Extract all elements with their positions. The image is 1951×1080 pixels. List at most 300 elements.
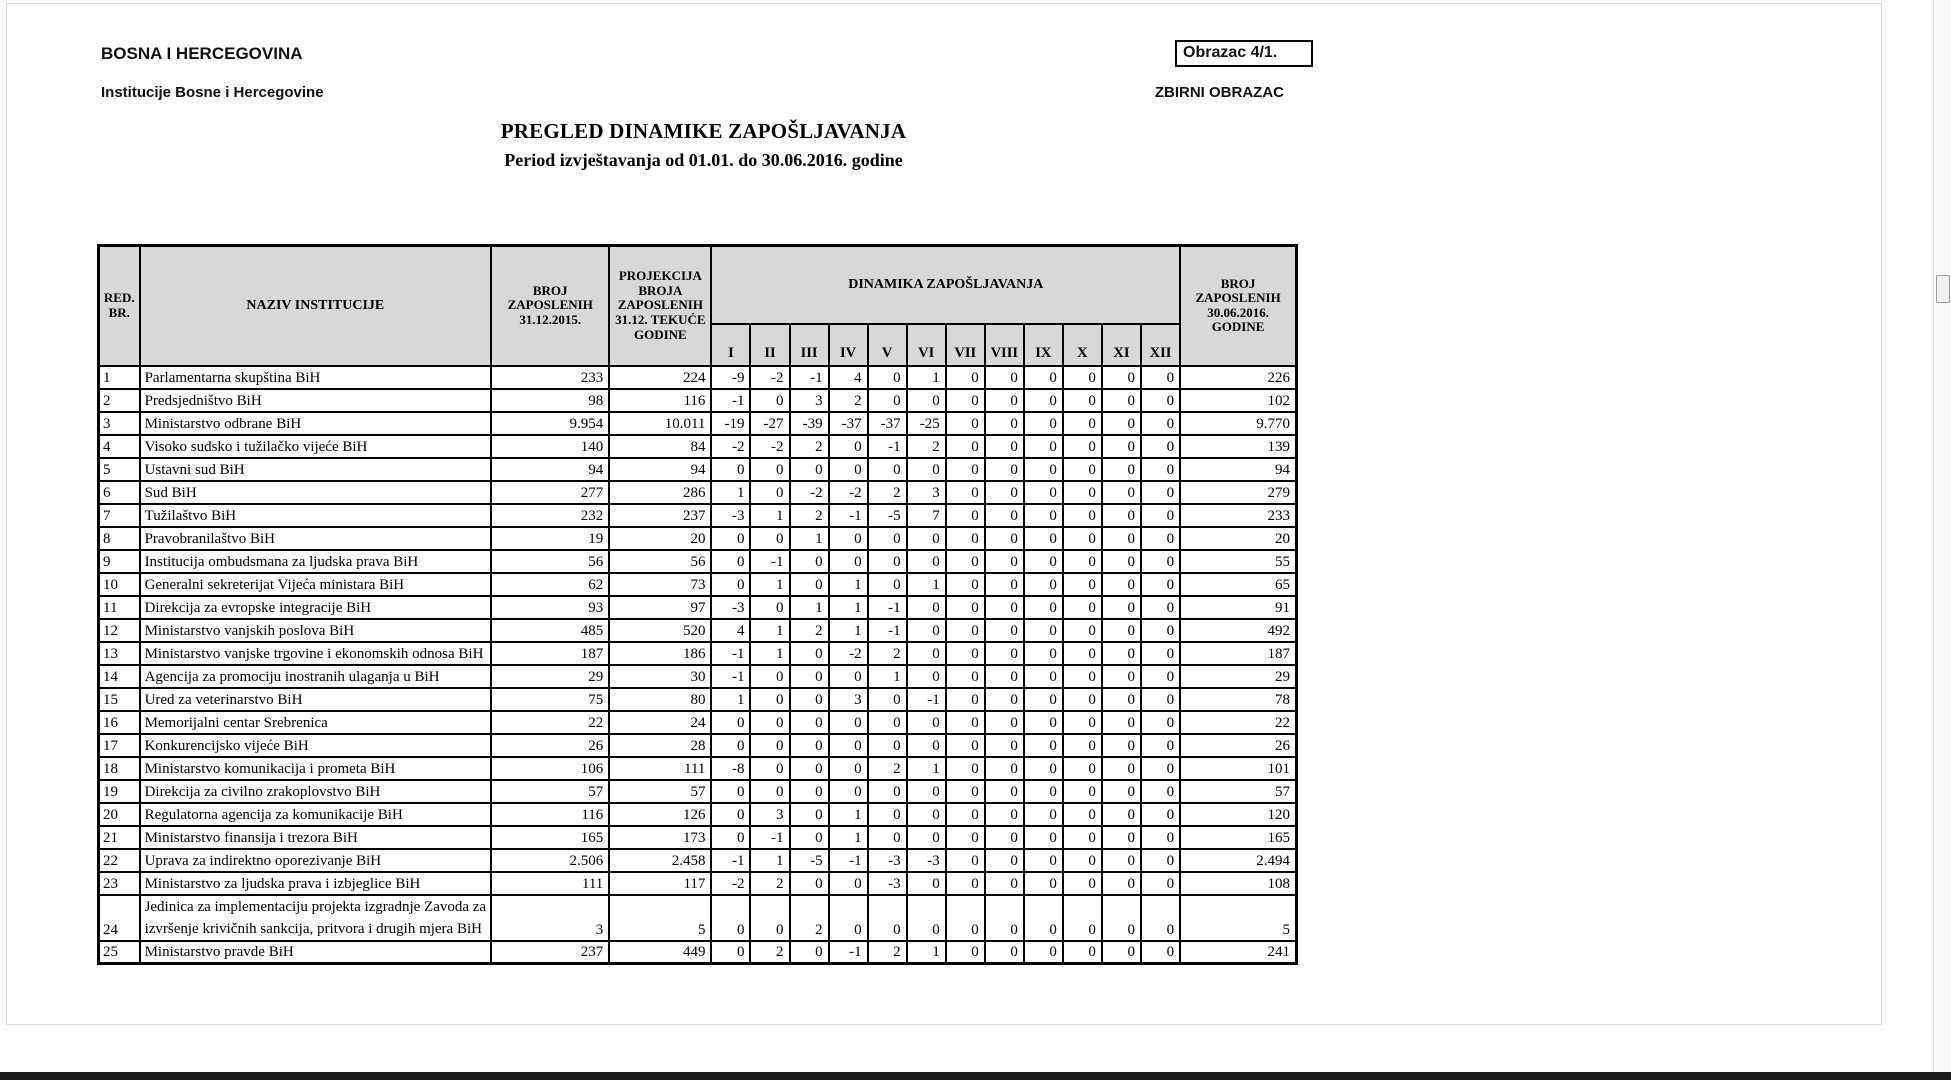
month-value-cell: 0 (1063, 803, 1102, 826)
month-value-cell: 0 (1141, 481, 1180, 504)
employed-2015-cell: 2.506 (491, 849, 609, 872)
table-body (99, 366, 1297, 964)
month-value-cell: 0 (1102, 688, 1141, 711)
month-value-cell: -39 (790, 412, 829, 435)
month-value-cell: 0 (1102, 619, 1141, 642)
month-value-cell: 1 (907, 366, 946, 389)
month-value-cell: 0 (907, 642, 946, 665)
month-value-cell: 0 (1063, 527, 1102, 550)
row-number-cell: 10 (99, 573, 140, 596)
month-value-cell: 0 (711, 780, 750, 803)
month-value-cell: 0 (1063, 366, 1102, 389)
month-value-cell: 0 (985, 481, 1024, 504)
month-value-cell: 0 (946, 734, 985, 757)
month-value-cell: 0 (1024, 366, 1063, 389)
month-value-cell: 0 (985, 780, 1024, 803)
month-value-cell: 0 (1102, 573, 1141, 596)
month-value-cell: 0 (1141, 849, 1180, 872)
month-value-cell: 2 (790, 504, 829, 527)
month-value-cell: 0 (1141, 780, 1180, 803)
month-value-cell: 0 (907, 895, 946, 941)
month-value-cell: 2 (868, 642, 907, 665)
month-value-cell: 0 (868, 734, 907, 757)
month-value-cell: 3 (790, 389, 829, 412)
employed-2015-cell: 57 (491, 780, 609, 803)
month-value-cell: 0 (985, 895, 1024, 941)
employed-2015-cell: 22 (491, 711, 609, 734)
employed-2016-cell: 29 (1180, 665, 1296, 688)
month-value-cell: 0 (946, 389, 985, 412)
month-value-cell: 0 (985, 872, 1024, 895)
month-value-cell: 0 (946, 550, 985, 573)
employed-2016-cell: 108 (1180, 872, 1296, 895)
month-value-cell: 0 (790, 872, 829, 895)
month-value-cell: 0 (907, 780, 946, 803)
month-value-cell: 0 (750, 734, 789, 757)
employed-2015-cell: 19 (491, 527, 609, 550)
month-value-cell: 0 (907, 872, 946, 895)
table-row (99, 688, 1297, 711)
month-value-cell: 0 (1024, 895, 1063, 941)
month-value-cell: 0 (1141, 550, 1180, 573)
projection-cell: 237 (609, 504, 711, 527)
table-row (99, 389, 1297, 412)
row-number-cell: 16 (99, 711, 140, 734)
month-value-cell: 0 (1024, 665, 1063, 688)
month-value-cell: 0 (790, 665, 829, 688)
projection-cell: 30 (609, 665, 711, 688)
row-number-cell: 22 (99, 849, 140, 872)
month-value-cell: -19 (711, 412, 750, 435)
month-value-cell: -1 (868, 619, 907, 642)
month-value-cell: 0 (868, 573, 907, 596)
month-value-cell: 0 (1102, 366, 1141, 389)
month-value-cell: 0 (1024, 941, 1063, 964)
month-header: XI (1102, 324, 1141, 366)
month-value-cell: 0 (790, 688, 829, 711)
month-value-cell: -1 (750, 550, 789, 573)
projection-cell: 24 (609, 711, 711, 734)
month-value-cell: 0 (1024, 435, 1063, 458)
institution-name-cell: Ured za veterinarstvo BiH (140, 688, 492, 711)
employed-2016-cell: 165 (1180, 826, 1296, 849)
month-value-cell: 0 (985, 389, 1024, 412)
month-value-cell: 0 (750, 527, 789, 550)
header-naziv: NAZIV INSTITUCIJE (140, 246, 492, 366)
projection-cell: 224 (609, 366, 711, 389)
month-value-cell: 1 (711, 481, 750, 504)
month-value-cell: 0 (946, 527, 985, 550)
month-value-cell: 0 (1024, 734, 1063, 757)
month-value-cell: 0 (1102, 596, 1141, 619)
employed-2016-cell: 241 (1180, 941, 1296, 964)
month-header: III (790, 324, 829, 366)
month-value-cell: 0 (868, 389, 907, 412)
month-value-cell: 0 (750, 711, 789, 734)
month-value-cell: 0 (1063, 826, 1102, 849)
projection-cell: 286 (609, 481, 711, 504)
employed-2016-cell: 233 (1180, 504, 1296, 527)
month-value-cell: 0 (907, 665, 946, 688)
month-value-cell: 0 (946, 895, 985, 941)
month-value-cell: 0 (1102, 412, 1141, 435)
month-value-cell: 0 (868, 458, 907, 481)
month-value-cell: 0 (1102, 504, 1141, 527)
month-value-cell: 0 (985, 435, 1024, 458)
month-value-cell: 1 (829, 619, 868, 642)
month-value-cell: 0 (790, 642, 829, 665)
month-value-cell: 0 (1102, 665, 1141, 688)
month-value-cell: 0 (946, 481, 985, 504)
month-value-cell: 0 (829, 435, 868, 458)
month-value-cell: 1 (750, 619, 789, 642)
employed-2016-cell: 102 (1180, 389, 1296, 412)
table-row (99, 527, 1297, 550)
month-value-cell: 0 (750, 688, 789, 711)
month-value-cell: 1 (790, 596, 829, 619)
projection-cell: 94 (609, 458, 711, 481)
month-value-cell: 0 (1024, 849, 1063, 872)
month-value-cell: 0 (1024, 504, 1063, 527)
month-value-cell: 0 (946, 596, 985, 619)
month-value-cell: -1 (790, 366, 829, 389)
institution-name-cell: Institucija ombudsmana za ljudska prava BiH (140, 550, 492, 573)
month-value-cell: 0 (985, 527, 1024, 550)
month-value-cell: 0 (711, 711, 750, 734)
month-value-cell: 0 (985, 458, 1024, 481)
table-row (99, 734, 1297, 757)
month-value-cell: 0 (946, 803, 985, 826)
table-row (99, 596, 1297, 619)
employed-2016-cell: 26 (1180, 734, 1296, 757)
table-row (99, 642, 1297, 665)
month-value-cell: 0 (1141, 734, 1180, 757)
month-value-cell: 0 (750, 458, 789, 481)
institution-name-cell: Direkcija za evropske integracije BiH (140, 596, 492, 619)
month-value-cell: 0 (750, 780, 789, 803)
month-value-cell: 0 (1141, 527, 1180, 550)
month-value-cell: 0 (750, 481, 789, 504)
employed-2015-cell: 26 (491, 734, 609, 757)
month-value-cell: 0 (1141, 803, 1180, 826)
month-value-cell: 0 (790, 550, 829, 573)
month-value-cell: 0 (946, 665, 985, 688)
month-value-cell: 0 (985, 826, 1024, 849)
row-number-cell: 4 (99, 435, 140, 458)
month-value-cell: 3 (829, 688, 868, 711)
month-value-cell: 0 (829, 780, 868, 803)
month-value-cell: 0 (1141, 665, 1180, 688)
table-row (99, 803, 1297, 826)
institution-name-cell: Memorijalni centar Srebrenica (140, 711, 492, 734)
row-number-cell: 6 (99, 481, 140, 504)
month-value-cell: 0 (790, 780, 829, 803)
month-value-cell: 0 (868, 688, 907, 711)
month-value-cell: 0 (1024, 458, 1063, 481)
month-value-cell: 0 (868, 780, 907, 803)
month-value-cell: 0 (907, 596, 946, 619)
month-value-cell: 1 (829, 573, 868, 596)
header-broj-2015: BROJ ZAPOSLENIH 31.12.2015. (491, 246, 609, 366)
month-value-cell: 0 (946, 872, 985, 895)
month-value-cell: 0 (985, 849, 1024, 872)
month-value-cell: 0 (790, 803, 829, 826)
projection-cell: 520 (609, 619, 711, 642)
projection-cell: 173 (609, 826, 711, 849)
month-value-cell: -37 (868, 412, 907, 435)
month-value-cell: 0 (829, 527, 868, 550)
projection-cell: 111 (609, 757, 711, 780)
table-row (99, 872, 1297, 895)
month-value-cell: 0 (829, 711, 868, 734)
month-value-cell: 0 (1141, 872, 1180, 895)
month-value-cell: 0 (1024, 481, 1063, 504)
header-dinamika: DINAMIKA ZAPOŠLJAVANJA (711, 246, 1180, 324)
institution-name-cell: Sud BiH (140, 481, 492, 504)
month-value-cell: 2 (829, 389, 868, 412)
month-value-cell: 0 (1102, 849, 1141, 872)
month-value-cell: 0 (1063, 642, 1102, 665)
employed-2016-cell: 492 (1180, 619, 1296, 642)
month-value-cell: 0 (868, 895, 907, 941)
month-value-cell: 1 (790, 527, 829, 550)
month-value-cell: 0 (1141, 504, 1180, 527)
month-value-cell: 2 (750, 941, 789, 964)
employed-2016-cell: 187 (1180, 642, 1296, 665)
month-value-cell: 0 (985, 803, 1024, 826)
scrollbar-thumb[interactable] (1936, 275, 1950, 303)
month-value-cell: 0 (711, 803, 750, 826)
month-value-cell: 0 (1024, 573, 1063, 596)
month-value-cell: -1 (829, 941, 868, 964)
institution-name-cell: Ministarstvo finansija i trezora BiH (140, 826, 492, 849)
header-projekcija: PROJEKCIJA BROJA ZAPOSLENIH 31.12. TEKUĆE GODINE (609, 246, 711, 366)
table-row (99, 849, 1297, 872)
month-value-cell: 0 (985, 596, 1024, 619)
row-number-cell: 1 (99, 366, 140, 389)
month-value-cell: 0 (1141, 619, 1180, 642)
institution-name-cell: Direkcija za civilno zrakoplovstvo BiH (140, 780, 492, 803)
month-value-cell: 0 (868, 803, 907, 826)
month-value-cell: 0 (711, 941, 750, 964)
table-row (99, 780, 1297, 803)
table-row (99, 504, 1297, 527)
month-value-cell: 0 (1063, 665, 1102, 688)
month-header: IV (829, 324, 868, 366)
employed-2016-cell: 2.494 (1180, 849, 1296, 872)
month-value-cell: 0 (1024, 757, 1063, 780)
month-value-cell: 0 (1063, 757, 1102, 780)
month-value-cell: 0 (1063, 504, 1102, 527)
month-value-cell: -1 (711, 642, 750, 665)
month-value-cell: 1 (829, 596, 868, 619)
month-value-cell: 0 (1102, 941, 1141, 964)
employed-2015-cell: 9.954 (491, 412, 609, 435)
month-value-cell: 4 (829, 366, 868, 389)
month-value-cell: 0 (1063, 872, 1102, 895)
month-value-cell: 0 (946, 573, 985, 596)
month-value-cell: 0 (1024, 550, 1063, 573)
scrollbar[interactable] (1933, 0, 1951, 1072)
month-value-cell: 0 (1102, 711, 1141, 734)
month-value-cell: 0 (946, 849, 985, 872)
month-header: XII (1141, 324, 1180, 366)
employed-2016-cell: 279 (1180, 481, 1296, 504)
month-value-cell: 0 (750, 665, 789, 688)
month-header: IX (1024, 324, 1063, 366)
month-value-cell: -2 (711, 435, 750, 458)
table-row (99, 366, 1297, 389)
month-value-cell: 0 (1024, 872, 1063, 895)
month-value-cell: 2 (868, 481, 907, 504)
month-value-cell: 0 (1063, 481, 1102, 504)
row-number-cell: 9 (99, 550, 140, 573)
projection-cell: 97 (609, 596, 711, 619)
month-value-cell: 0 (985, 619, 1024, 642)
page-subtitle: Period izvještavanja od 01.01. do 30.06.2016. godine (504, 150, 903, 170)
month-value-cell: 0 (750, 757, 789, 780)
month-value-cell: -27 (750, 412, 789, 435)
month-value-cell: -1 (711, 849, 750, 872)
month-value-cell: 3 (750, 803, 789, 826)
employed-2016-cell: 91 (1180, 596, 1296, 619)
month-value-cell: 0 (829, 734, 868, 757)
projection-cell: 84 (609, 435, 711, 458)
institution-name-cell: Konkurencijsko vijeće BiH (140, 734, 492, 757)
month-value-cell: -1 (868, 435, 907, 458)
employed-2016-cell: 9.770 (1180, 412, 1296, 435)
month-value-cell: -3 (907, 849, 946, 872)
month-value-cell: 0 (1063, 550, 1102, 573)
projection-cell: 56 (609, 550, 711, 573)
month-value-cell: 0 (907, 458, 946, 481)
month-value-cell: 0 (750, 895, 789, 941)
employed-2016-cell: 94 (1180, 458, 1296, 481)
employed-2016-cell: 5 (1180, 895, 1296, 941)
header-red-br: RED. BR. (99, 246, 140, 366)
month-value-cell: 0 (985, 504, 1024, 527)
month-value-cell: 0 (985, 711, 1024, 734)
employed-2015-cell: 111 (491, 872, 609, 895)
header-broj-2016: BROJ ZAPOSLENIH 30.06.2016. GODINE (1180, 246, 1296, 366)
institution-name-cell: Uprava za indirektno oporezivanje BiH (140, 849, 492, 872)
month-value-cell: 1 (711, 688, 750, 711)
month-value-cell: -1 (711, 389, 750, 412)
employment-table (97, 244, 1298, 965)
month-value-cell: 0 (1141, 573, 1180, 596)
month-value-cell: -1 (868, 596, 907, 619)
month-value-cell: 0 (907, 550, 946, 573)
month-value-cell: 0 (907, 826, 946, 849)
employed-2015-cell: 237 (491, 941, 609, 964)
month-value-cell: 0 (868, 550, 907, 573)
month-value-cell: 0 (985, 366, 1024, 389)
month-value-cell: 0 (1063, 941, 1102, 964)
month-value-cell: 4 (711, 619, 750, 642)
month-value-cell: 0 (1063, 619, 1102, 642)
month-value-cell: 0 (1141, 596, 1180, 619)
month-value-cell: 0 (868, 711, 907, 734)
table-row (99, 665, 1297, 688)
institution-name-cell: Jedinica za implementaciju projekta izgradnje Zavoda za izvršenje krivičnih sankcija, pritvora i drugih mjera BiH (140, 895, 492, 941)
month-value-cell: 0 (1063, 573, 1102, 596)
month-value-cell: 0 (750, 596, 789, 619)
month-value-cell: 0 (1141, 642, 1180, 665)
month-value-cell: 0 (1024, 389, 1063, 412)
month-value-cell: 0 (1102, 826, 1141, 849)
row-number-cell: 18 (99, 757, 140, 780)
projection-cell: 449 (609, 941, 711, 964)
month-value-cell: -3 (711, 504, 750, 527)
month-value-cell: 0 (1141, 688, 1180, 711)
month-value-cell: 0 (1024, 826, 1063, 849)
month-value-cell: 0 (711, 734, 750, 757)
month-value-cell: 0 (946, 780, 985, 803)
month-value-cell: 0 (1063, 780, 1102, 803)
month-value-cell: 0 (829, 550, 868, 573)
month-value-cell: 0 (985, 757, 1024, 780)
employment-table-wrapper (97, 244, 1298, 965)
institution-name-cell: Ministarstvo odbrane BiH (140, 412, 492, 435)
month-value-cell: 0 (946, 458, 985, 481)
month-value-cell: 1 (907, 757, 946, 780)
month-value-cell: -25 (907, 412, 946, 435)
month-value-cell: -2 (790, 481, 829, 504)
month-value-cell: 0 (711, 550, 750, 573)
projection-cell: 28 (609, 734, 711, 757)
projection-cell: 116 (609, 389, 711, 412)
employed-2016-cell: 57 (1180, 780, 1296, 803)
bottom-bar (0, 1072, 1951, 1080)
month-value-cell: 0 (985, 665, 1024, 688)
projection-cell: 2.458 (609, 849, 711, 872)
employed-2015-cell: 3 (491, 895, 609, 941)
month-value-cell: -2 (711, 872, 750, 895)
employed-2015-cell: 140 (491, 435, 609, 458)
month-value-cell: 0 (985, 573, 1024, 596)
month-value-cell: 0 (1102, 757, 1141, 780)
month-value-cell: 1 (907, 573, 946, 596)
month-value-cell: -1 (711, 665, 750, 688)
month-value-cell: -2 (829, 481, 868, 504)
month-value-cell: 0 (829, 458, 868, 481)
month-value-cell: 0 (907, 711, 946, 734)
institution-name-cell: Pravobranilaštvo BiH (140, 527, 492, 550)
month-value-cell: 0 (1024, 596, 1063, 619)
institution-name-cell: Predsjedništvo BiH (140, 389, 492, 412)
projection-cell: 73 (609, 573, 711, 596)
month-value-cell: 0 (750, 389, 789, 412)
month-header: VII (946, 324, 985, 366)
institution-name-cell: Ministarstvo komunikacija i prometa BiH (140, 757, 492, 780)
org-subtitle: Institucije Bosne i Hercegovine (101, 84, 324, 101)
month-value-cell: 0 (790, 458, 829, 481)
row-number-cell: 25 (99, 941, 140, 964)
row-number-cell: 20 (99, 803, 140, 826)
month-value-cell: 1 (750, 642, 789, 665)
row-number-cell: 3 (99, 412, 140, 435)
month-value-cell: 0 (1102, 389, 1141, 412)
month-value-cell: 0 (1141, 458, 1180, 481)
row-number-cell: 11 (99, 596, 140, 619)
employed-2015-cell: 485 (491, 619, 609, 642)
table-row (99, 550, 1297, 573)
month-value-cell: 0 (1102, 734, 1141, 757)
month-value-cell: 1 (750, 504, 789, 527)
month-value-cell: -37 (829, 412, 868, 435)
month-value-cell: 0 (1024, 619, 1063, 642)
month-value-cell: 0 (1063, 596, 1102, 619)
